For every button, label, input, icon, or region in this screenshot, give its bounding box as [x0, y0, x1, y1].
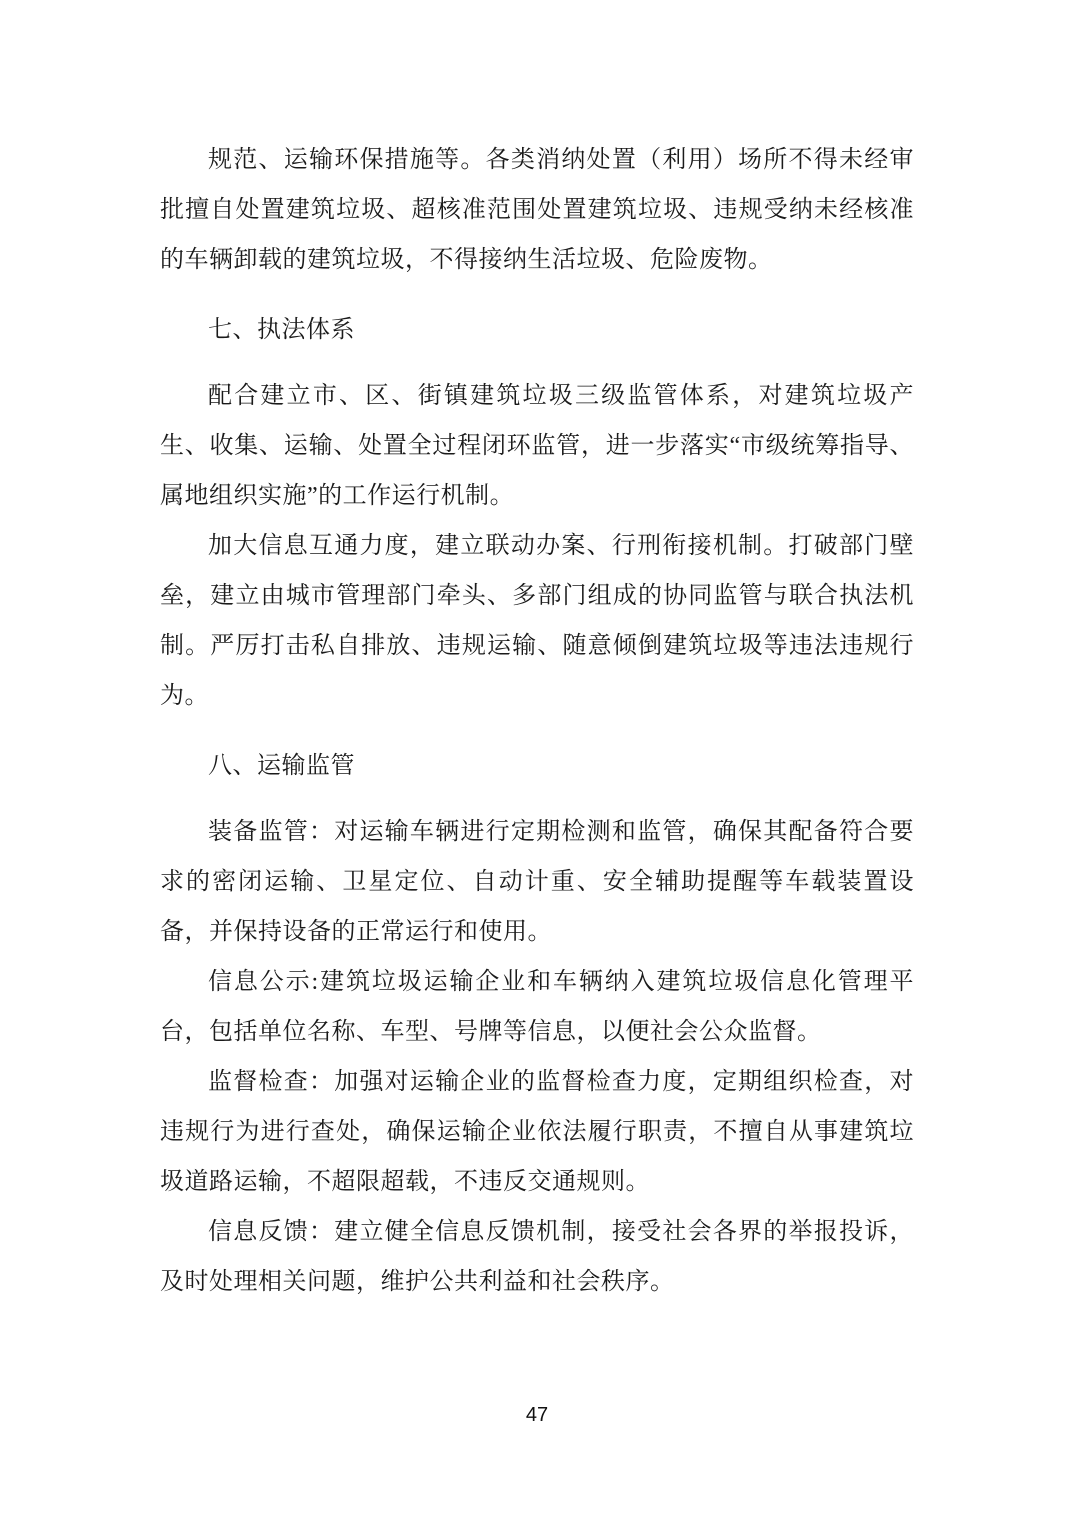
section-heading-law-enforcement-system: 七、执法体系: [208, 317, 355, 343]
paragraph-equipment-supervision: 装备监管：对运输车辆进行定期检测和监管，确保其配备符合要求的密闭运输、卫星定位、自动计重、安全辅助提醒等车载装置设备，并保持设备的正常运行和使用。: [160, 819, 914, 945]
paragraph-information-feedback: 信息反馈：建立健全信息反馈机制，接受社会各界的举报投诉，及时处理相关问题，维护公共利益和社会秩序。: [160, 1219, 914, 1295]
paragraph-three-level-supervision: 配合建立市、区、街镇建筑垃圾三级监管体系，对建筑垃圾产生、收集、运输、处置全过程闭环监管，进一步落实“市级统筹指导、属地组织实施”的工作运行机制。: [160, 383, 914, 509]
document-content: [160, 135, 914, 1307]
section-heading-transport-supervision: 八、运输监管: [208, 753, 355, 779]
paragraph-disposal-sites: 规范、运输环保措施等。各类消纳处置（利用）场所不得未经审批擅自处置建筑垃圾、超核准范围处置建筑垃圾、违规受纳未经核准的车辆卸载的建筑垃圾，不得接纳生活垃圾、危险废物。: [160, 147, 914, 273]
paragraph-information-disclosure: 信息公示:建筑垃圾运输企业和车辆纳入建筑垃圾信息化管理平台，包括单位名称、车型、号牌等信息，以便社会公众监督。: [160, 969, 914, 1045]
paragraph-joint-enforcement: 加大信息互通力度，建立联动办案、行刑衔接机制。打破部门壁垒，建立由城市管理部门牵头、多部门组成的协同监管与联合执法机制。严厉打击私自排放、违规运输、随意倾倒建筑垃圾等违法违规行为。: [160, 533, 914, 709]
page-number: 47: [525, 1404, 549, 1426]
paragraph-supervision-inspection: 监督检查：加强对运输企业的监督检查力度，定期组织检查，对违规行为进行查处，确保运输企业依法履行职责，不擅自从事建筑垃圾道路运输，不超限超载，不违反交通规则。: [160, 1069, 914, 1195]
